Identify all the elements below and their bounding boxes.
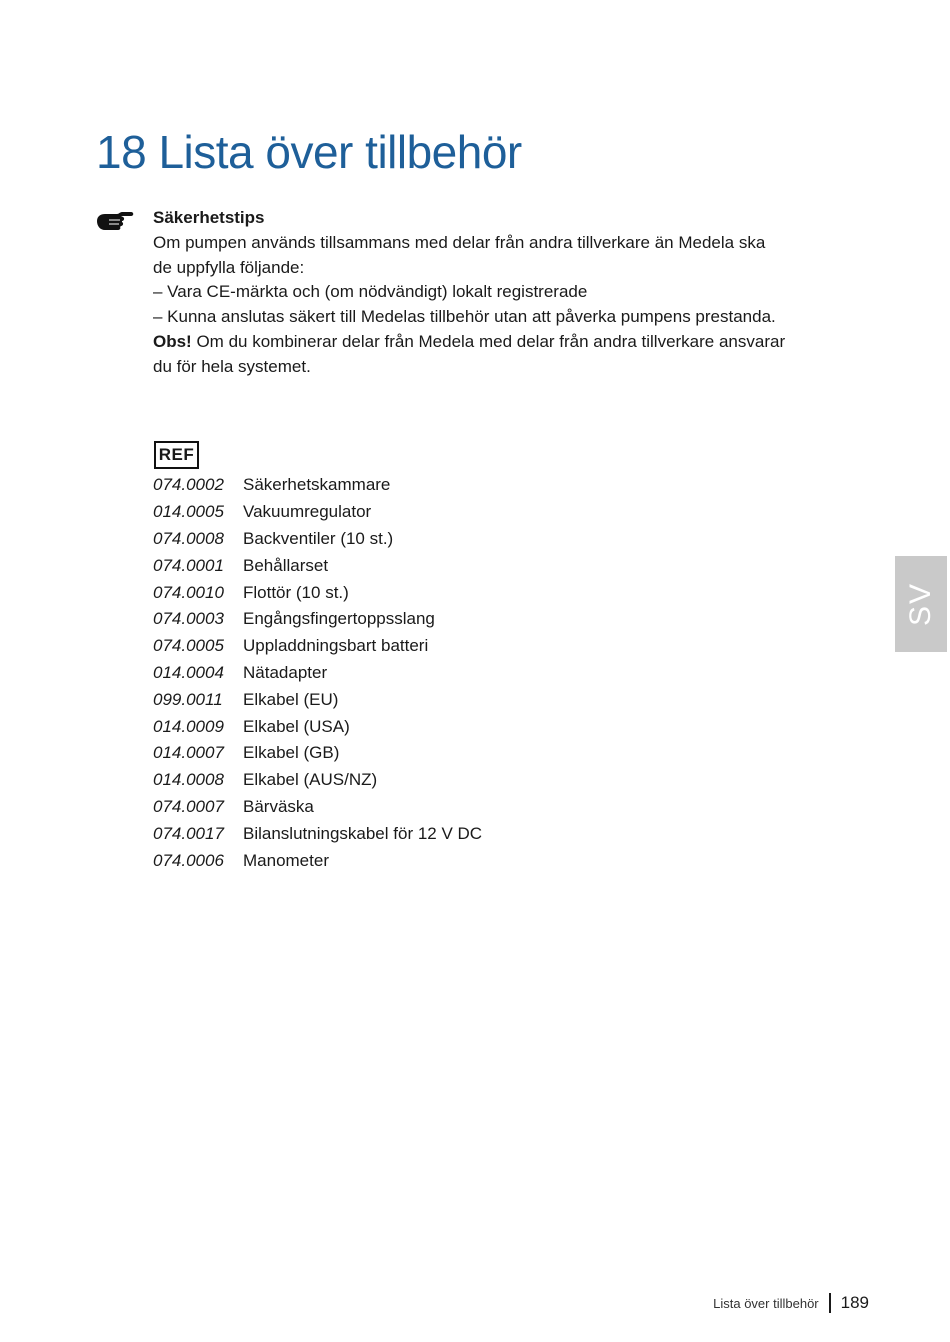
item-name: Bilanslutningskabel för 12 V DC: [243, 823, 483, 843]
item-code: 014.0007: [153, 743, 224, 763]
language-tab-label: SV: [904, 581, 937, 627]
item-code: 074.0002: [153, 475, 224, 495]
item-name: Elkabel (USA): [243, 716, 350, 736]
safety-line: de uppfylla följande:: [153, 257, 305, 277]
item-name: Nätadapter: [243, 662, 328, 682]
list-item: [153, 499, 482, 526]
list-item: [153, 552, 482, 579]
item-code: 014.0004: [153, 662, 224, 682]
language-tab: [895, 556, 947, 652]
item-code: 074.0003: [153, 609, 224, 629]
item-code: 014.0005: [153, 502, 224, 522]
list-item: [153, 660, 482, 687]
obs-text-continued: du för hela systemet.: [153, 356, 311, 376]
list-item: [153, 794, 482, 821]
ref-symbol: REF: [154, 441, 199, 469]
safety-heading: Säkerhetstips: [153, 208, 265, 227]
item-code: 014.0008: [153, 770, 224, 790]
list-item: [153, 713, 482, 740]
item-name: Elkabel (AUS/NZ): [243, 770, 378, 790]
footer-divider: [829, 1293, 831, 1313]
item-code: 074.0008: [153, 528, 224, 548]
list-item: [153, 740, 482, 767]
safety-line: – Vara CE-märkta och (om nödvändigt) lokalt registrerade: [153, 282, 588, 302]
item-name: Vakuumregulator: [243, 502, 372, 522]
item-name: Engångsfingertoppsslang: [243, 609, 435, 629]
list-item: [153, 579, 482, 606]
page-footer: [713, 1293, 869, 1313]
item-code: 074.0017: [153, 823, 224, 843]
item-name: Säkerhetskammare: [243, 475, 391, 495]
accessory-list: [153, 472, 482, 874]
item-code: 099.0011: [153, 689, 223, 709]
item-code: 014.0009: [153, 716, 224, 736]
item-code: 074.0006: [153, 850, 224, 870]
item-code: 074.0007: [153, 796, 224, 816]
item-name: Elkabel (EU): [243, 689, 339, 709]
list-item: [153, 767, 482, 794]
item-name: Backventiler (10 st.): [243, 528, 394, 548]
item-name: Flottör (10 st.): [243, 582, 349, 602]
list-item: [153, 847, 482, 874]
pointing-hand-icon: [95, 208, 135, 232]
item-code: 074.0001: [153, 555, 224, 575]
list-item: [153, 820, 482, 847]
page-number: 189: [840, 1293, 869, 1312]
obs-note: [153, 330, 843, 355]
item-name: Elkabel (GB): [243, 743, 340, 763]
item-code: 074.0005: [153, 636, 224, 656]
item-code: 074.0010: [153, 582, 224, 602]
list-item: [153, 472, 482, 499]
list-item: [153, 606, 482, 633]
safety-line: – Kunna anslutas säkert till Medelas tillbehör utan att påverka pumpens prestanda.: [153, 307, 776, 327]
item-name: Behållarset: [243, 555, 329, 575]
item-name: Manometer: [243, 850, 329, 870]
list-item: [153, 686, 482, 713]
item-name: Bärväska: [243, 796, 314, 816]
page-title: 18 Lista över tillbehör: [96, 126, 522, 178]
list-item: [153, 526, 482, 553]
item-name: Uppladdningsbart batteri: [243, 636, 429, 656]
safety-line: Om pumpen används tillsammans med delar från andra tillverkare än Medela ska: [153, 232, 766, 252]
obs-text: Om du kombinerar delar från Medela med delar från andra tillverkare ansvarar: [191, 331, 786, 351]
obs-label: Obs!: [153, 331, 192, 351]
footer-label: Lista över tillbehör: [713, 1295, 819, 1311]
list-item: [153, 633, 482, 660]
safety-tips: [153, 206, 843, 380]
